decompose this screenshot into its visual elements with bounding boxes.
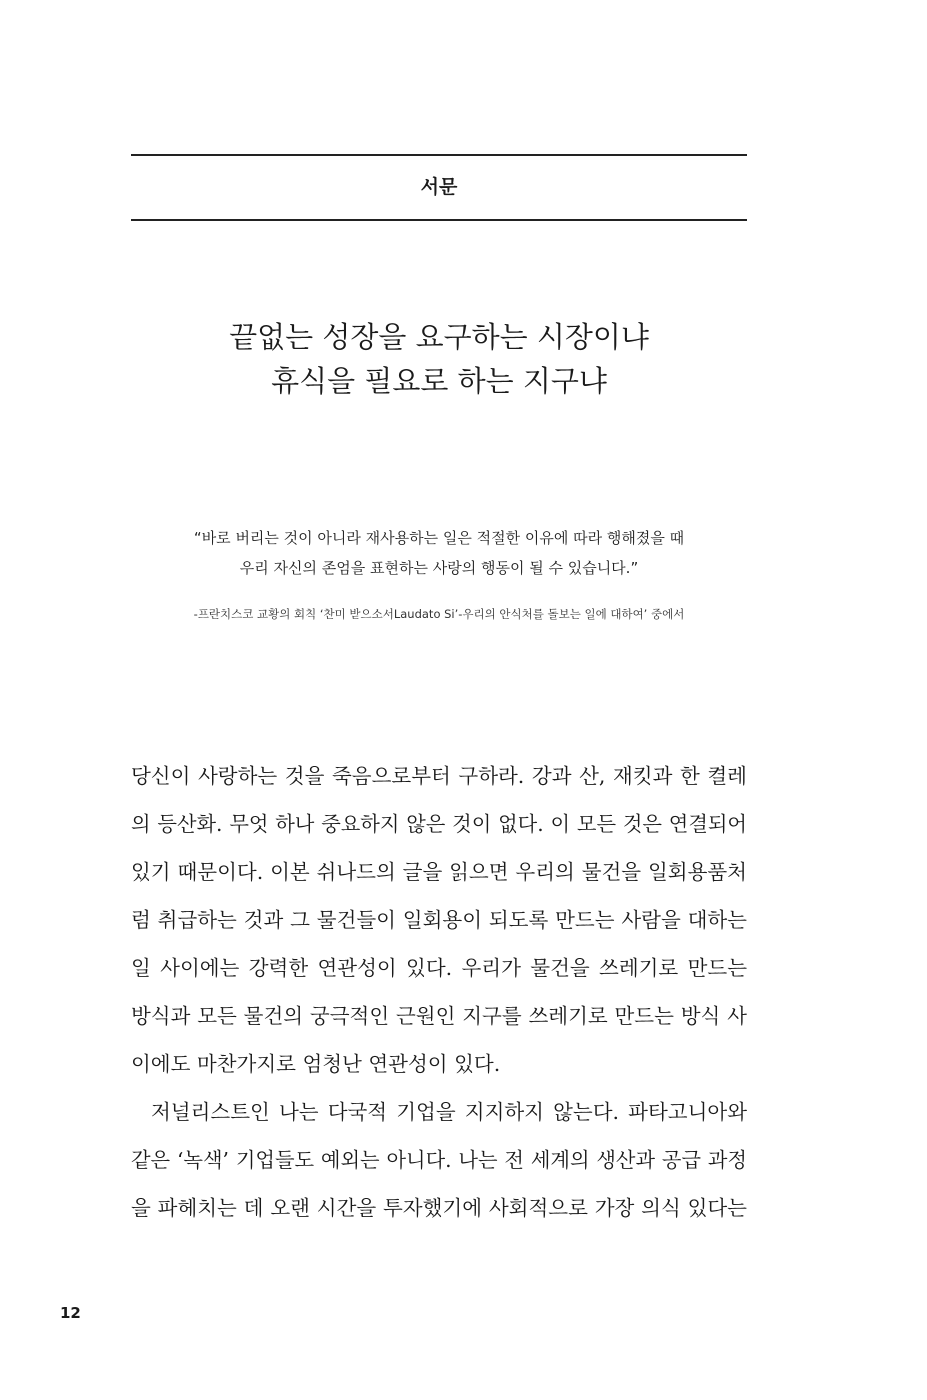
body-line: 일 사이에는 강력한 연관성이 있다. 우리가 물건을 쓰레기로 만드는 [131, 956, 747, 980]
header-rule-top [131, 154, 747, 156]
paragraph [131, 1088, 747, 1232]
body-text [131, 752, 747, 1232]
body-line: 을 파헤치는 데 오랜 시간을 투자했기에 사회적으로 가장 의식 있다는 [131, 1196, 747, 1220]
epigraph-quote [131, 523, 747, 583]
body-line: 있기 때문이다. 이본 쉬나드의 글을 읽으면 우리의 물건을 일회용품처 [131, 860, 747, 884]
body-line: 럼 취급하는 것과 그 물건들이 일회용이 되도록 만드는 사람을 대하는 [131, 908, 747, 932]
headline-line: 휴식을 필요로 하는 지구냐 [271, 364, 607, 398]
paragraph [131, 752, 747, 1088]
body-line: 방식과 모든 물건의 궁극적인 근원인 지구를 쓰레기로 만드는 방식 사 [131, 1004, 747, 1028]
headline-line: 끝없는 성장을 요구하는 시장이냐 [229, 320, 649, 354]
body-line: 이에도 마찬가지로 엄청난 연관성이 있다. [131, 1052, 501, 1076]
header-rule-bottom [131, 219, 747, 221]
chapter-headline [131, 315, 747, 403]
body-line: 같은 ‘녹색’ 기업들도 예외는 아니다. 나는 전 세계의 생산과 공급 과정 [131, 1148, 747, 1172]
page-number: 12 [60, 1304, 81, 1322]
epigraph-source: -프란치스코 교황의 회칙 ‘찬미 받으소서Laudato Si’-우리의 안식처를 돌보는 일에 대하여’ 중에서 [193, 607, 685, 621]
body-line: 저널리스트인 나는 다국적 기업을 지지하지 않는다. 파타고니아와 [151, 1100, 747, 1124]
section-label: 서문 [420, 176, 458, 198]
epigraph-line: 우리 자신의 존엄을 표현하는 사랑의 행동이 될 수 있습니다.” [239, 559, 639, 577]
body-line: 의 등산화. 무엇 하나 중요하지 않은 것이 없다. 이 모든 것은 연결되어 [131, 812, 747, 836]
epigraph-line: “바로 버리는 것이 아니라 재사용하는 일은 적절한 이유에 따라 행해졌을 때 [193, 529, 685, 547]
body-line: 당신이 사랑하는 것을 죽음으로부터 구하라. 강과 산, 재킷과 한 켤레 [131, 764, 747, 788]
